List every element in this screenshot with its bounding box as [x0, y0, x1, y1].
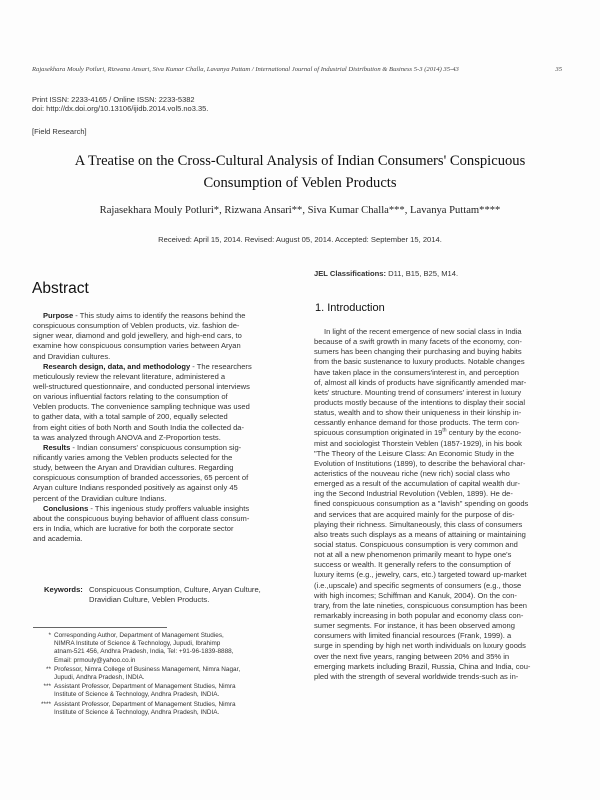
intro-line: products mostly because of the intentions to display their social — [314, 397, 526, 407]
intro-line: fined conspicuous consumption as a "lavish" spending on goods — [314, 499, 529, 509]
abstract-line: ta was analyzed through ANOVA and Z-Proportion tests. — [33, 432, 221, 442]
abstract-method — [33, 362, 291, 443]
abstract-body — [33, 311, 291, 544]
abstract-results — [33, 443, 291, 504]
intro-line: emerged as a result of the accumulation of capital wealth dur- — [314, 479, 520, 489]
footnote-mark: * — [48, 632, 51, 639]
intro-line: trary, from the late nineties, conspicuous consumption has been — [314, 600, 527, 610]
footnote-mark: ** — [46, 665, 51, 673]
intro-line: status, wealth and to show their uniqueness in their kinship in- — [314, 408, 522, 418]
intro-line: and services that are acquired mainly for the purpose of dis- — [314, 509, 515, 519]
intro-line: of, almost all kinds of products have significantly amended mar- — [314, 377, 527, 387]
abstract-line: Veblen products. The convenience sampling technique was used — [33, 402, 250, 412]
intro-line: also treats such displays as a means of attaining or maintaining — [314, 529, 526, 539]
abstract-purpose — [33, 311, 291, 362]
footnote — [33, 632, 293, 665]
intro-line: with high incomes; Schiffman and Kanuk, 2004). On the con- — [314, 590, 517, 600]
paper-title — [40, 150, 560, 194]
abstract-line: nificantly varies among the Veblen products selected for the — [33, 452, 233, 462]
footnote-line: Jupudi, Andhra Pradesh, INDIA. — [54, 674, 145, 682]
footnote-line: Assistant Professor, Department of Management Studies, Nimra — [54, 683, 236, 691]
intro-line: consumers with limited financial resources (Frank, 1999). a — [314, 631, 512, 641]
footnote-line: Corresponding Author, Department of Management Studies, — [54, 632, 224, 639]
intro-line: "The Theory of the Leisure Class: An Economic Study in the — [314, 448, 515, 458]
author-list: Rajasekhara Mouly Potluri*, Rizwana Ansari**, Siva Kumar Challa***, Lavanya Puttam**** — [99, 205, 501, 216]
jel-codes: D11, B15, B25, M14. — [386, 269, 459, 278]
keywords-label: Keywords: — [44, 585, 83, 594]
intro-line: pled with the strength of several worldwide trends-such as in- — [314, 671, 519, 681]
intro-line: acteristics of the nouveau riche (new rich) social class who — [314, 468, 510, 478]
keywords-line: Dravidian Culture, Veblen Products. — [89, 595, 210, 605]
purpose-label: Purpose — [43, 311, 74, 320]
abstract-line: ers in India, which are lucrative for both the corporate sector — [33, 523, 234, 533]
footnotes — [33, 632, 293, 718]
abstract-line: from eight cities of both North and South India the collected da- — [33, 422, 245, 432]
intro-line: sumers has been changing their purchasing and buying habits — [314, 347, 522, 357]
footnote-line: Assistant Professor, Department of Management Studies, Nimra — [54, 700, 236, 708]
intro-line: sumer segments. For instance, it has been observed among — [314, 621, 515, 631]
intro-line: kets' structure. Mounting trend of consumers' interest in luxury — [314, 387, 522, 397]
method-label: Research design, data, and methodology — [43, 361, 191, 371]
intro-line: from the basic sustenance to luxury products. Notable changes — [314, 357, 525, 367]
footnote-divider — [33, 627, 167, 628]
abstract-line: and academia. — [33, 534, 83, 544]
footnote-line: atnam-521 456, Andhra Pradesh, India, Tel: +91-96-1839-8888, — [54, 648, 234, 656]
intro-text: century by the econo- — [446, 428, 522, 438]
abstract-line: about the conspicuous buying behavior of affluent class consum- — [33, 513, 250, 523]
intro-line: over the next five years, ranging between 20% and 35% in — [314, 651, 510, 661]
results-label: Results — [43, 442, 71, 452]
footnote-line: Institute of Science & Technology, Andhra Pradesh, INDIA. — [54, 708, 220, 716]
keywords-line: Conspicuous Consumption, Culture, Aryan Culture, — [89, 585, 261, 594]
doi-line: doi: http://dx.doi.org/10.13106/ijidb.2014.vol5.no3.35. — [32, 104, 209, 114]
footnote-mark: **** — [41, 700, 51, 708]
intro-line: (i.e.,upscale) and specific segments of consumers (e.g., those — [314, 580, 522, 590]
keywords-block — [44, 585, 261, 605]
footnote-line: Institute of Science & Technology, Andhra Pradesh, INDIA. — [54, 691, 220, 699]
footnote — [33, 683, 293, 699]
intro-text: spicuous consumption originated in 19 — [314, 428, 443, 438]
intro-line: playing their richness. Simultaneously, this class of consumers — [314, 519, 523, 529]
abstract-line: percent of the Dravidian culture Indians. — [33, 493, 167, 503]
abstract-line: - The researchers — [190, 361, 252, 371]
abstract-line: meticulously review the relevant literature, administered a — [33, 371, 226, 381]
abstract-line: - This study aims to identify the reasons behind the — [73, 311, 246, 320]
footnote — [33, 701, 293, 717]
running-head-text: Rajasekhara Mouly Potluri, Rizwana Ansari, Siva Kumar Challa, Lavanya Puttam / International Journal of Industrial Distribution & Business 5-3 (2014) 35-43 — [32, 66, 459, 73]
intro-line: ing the Second Industrial Revolution (Veblen, 1899). He de- — [314, 489, 513, 499]
abstract-line: and Dravidian cultures. — [33, 351, 111, 361]
footnote-line: Professor, Nimra College of Business Management, Nimra Nagar, — [54, 665, 241, 673]
jel-classifications — [314, 269, 458, 278]
abstract-line: well-structured questionnaire, and conducted personal interviews — [33, 381, 250, 391]
intro-line: because of a swift growth in many facets of the economy, con- — [314, 337, 522, 347]
abstract-line: to gather data, with a total sample of 200, equally selected — [33, 412, 228, 422]
footnote — [33, 666, 293, 682]
abstract-line: conspicuous consumption of branded accessories, 65 percent of — [33, 473, 249, 483]
introduction-heading: 1. Introduction — [315, 302, 385, 314]
footnote-line: Email: prmouly@yahoo.co.in — [54, 656, 136, 664]
abstract-line: signer wear, diamond and gold jewellery, and high-end cars, to — [33, 331, 242, 341]
intro-line: social status. Conspicuous consumption is very common and — [314, 539, 518, 549]
page-number: 35 — [555, 66, 562, 73]
intro-line: luxury items (e.g., jewelry, cars, etc.) targeted toward up-market — [314, 570, 527, 580]
issn-block — [32, 95, 208, 114]
title-line: A Treatise on the Cross-Cultural Analysis of Indian Consumers' Conspicuous — [74, 153, 526, 169]
intro-line: have taken place in the consumers'interest in, and perception — [314, 367, 519, 377]
intro-line: In light of the recent emergence of new social class in India — [324, 327, 522, 336]
abstract-line: examine how conspicuous consumption varies between Aryan — [33, 341, 241, 351]
intro-line: cessantly enhance demand for those products. The term con- — [314, 418, 520, 428]
superscript: th — [442, 427, 447, 434]
abstract-line: - This ingenious study proffers valuable insights — [88, 503, 250, 513]
intro-line — [314, 428, 570, 438]
intro-line: surge in spending by high net worth individuals on luxury goods — [314, 641, 526, 651]
intro-line: not at all a new phenomenon primarily meant to hype one's — [314, 550, 512, 560]
abstract-line: study, between the Aryan and Dravidian cultures. Regarding — [33, 463, 234, 473]
intro-line: emerging markets including Brazil, Russia, China and India, cou- — [314, 661, 531, 671]
footnote-mark: *** — [43, 683, 51, 691]
field-label: [Field Research] — [32, 127, 87, 136]
intro-line: remarkably increasing in both popular and economy class con- — [314, 610, 524, 620]
intro-line: mist and sociologist Thorstein Veblen (1857-1929), in his book — [314, 438, 522, 448]
issn-line: Print ISSN: 2233-4165 / Online ISSN: 2233-5382 — [32, 95, 195, 104]
title-line: Consumption of Veblen Products — [203, 175, 397, 191]
abstract-heading: Abstract — [32, 280, 89, 297]
introduction-body — [314, 327, 570, 682]
abstract-line: on various influential factors relating to the consumption of — [33, 392, 228, 402]
received-dates: Received: April 15, 2014. Revised: August 05, 2014. Accepted: September 15, 2014. — [158, 235, 442, 244]
footnote-line: NIMRA Institute of Science & Technology, Jupudi, Ibrahimp — [54, 640, 221, 648]
intro-line: Evolution of Institutions (1899), to describe the behavioral char- — [314, 458, 526, 468]
conclusions-label: Conclusions — [43, 503, 89, 513]
abstract-conclusions — [33, 504, 291, 545]
abstract-line: Aryan culture Indians responded positively as against only 45 — [33, 483, 238, 493]
intro-line: success or wealth. It generally refers to the consumption of — [314, 560, 511, 570]
abstract-line: conspicuous consumption of Veblen products, viz. fashion de- — [33, 321, 240, 331]
jel-label: JEL Classifications: — [314, 269, 387, 278]
abstract-line: - Indian consumers' conspicuous consumption sig- — [70, 442, 242, 452]
